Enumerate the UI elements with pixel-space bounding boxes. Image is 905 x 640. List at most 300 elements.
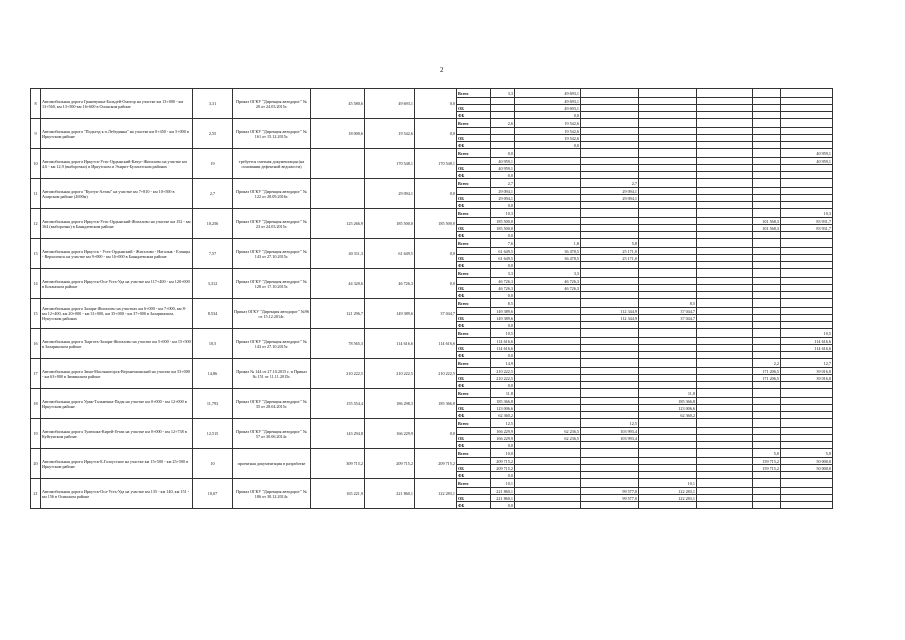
year-value [697, 135, 753, 142]
year-value [581, 382, 639, 389]
year-value [697, 149, 753, 158]
year-value: 10,5 [781, 329, 833, 338]
year-value [697, 465, 753, 472]
year-value [781, 142, 833, 149]
year-value: 0,0 [491, 172, 515, 179]
funding-source: ОБ [457, 195, 491, 202]
year-value: 221 860,1 [491, 495, 515, 502]
year-value [697, 179, 753, 188]
basis-document: Приказ ОГКУ "Дирекция автодорог" № 35 от 28.04.2015г. [233, 389, 311, 419]
funding-source: Всего [457, 359, 491, 368]
year-value [781, 322, 833, 329]
year-value [581, 225, 639, 232]
funding-source: ФБ [457, 142, 491, 149]
table-row [31, 239, 875, 248]
year-value [515, 338, 581, 345]
year-value [697, 255, 753, 262]
year-value [515, 449, 581, 458]
cost-estimate: 309 715,2 [311, 449, 365, 479]
year-value [515, 225, 581, 232]
year-value [491, 142, 515, 149]
funding-source [457, 98, 491, 105]
year-value: 50 000,0 [781, 465, 833, 472]
year-value [753, 299, 781, 308]
year-value [639, 172, 697, 179]
year-value [581, 278, 639, 285]
year-value [639, 285, 697, 292]
year-value: 112 344,9 [581, 308, 639, 315]
year-value: 83 931,7 [781, 225, 833, 232]
funding-source: ОБ [457, 225, 491, 232]
year-value [581, 105, 639, 112]
year-value: 0,0 [491, 502, 515, 509]
year-value [781, 89, 833, 98]
year-value: 62 360,2 [491, 412, 515, 419]
year-value [581, 149, 639, 158]
year-value [639, 195, 697, 202]
year-value [753, 188, 781, 195]
year-value: 209 715,2 [491, 465, 515, 472]
funding-source: Всего [457, 179, 491, 188]
basis-document: Приказ ОГКУ "Дирекция автодорог" № 143 от 27.10.2015г. [233, 239, 311, 269]
year-value: 185 366,8 [491, 398, 515, 405]
year-value [753, 398, 781, 405]
year-value [697, 278, 753, 285]
year-value [753, 119, 781, 128]
year-value [781, 389, 833, 398]
year-value [515, 412, 581, 419]
year-value: 29 094,1 [581, 188, 639, 195]
cost-estimate: 40 311,3 [311, 239, 365, 269]
funding-source: Всего [457, 449, 491, 458]
year-value [697, 398, 753, 405]
year-value [781, 195, 833, 202]
funding-source: ФБ [457, 112, 491, 119]
year-value [753, 292, 781, 299]
year-value [491, 128, 515, 135]
year-value: 2,7 [491, 179, 515, 188]
year-value: 10,5 [491, 329, 515, 338]
year-value [581, 345, 639, 352]
year-value [753, 278, 781, 285]
year-value [515, 458, 581, 465]
year-value [581, 232, 639, 239]
year-value [781, 292, 833, 299]
row-number: 18 [31, 389, 41, 419]
funding-source [457, 428, 491, 435]
year-value [753, 269, 781, 278]
year-value [697, 442, 753, 449]
year-value [781, 248, 833, 255]
road-name: Автомобильная дорога "Подъезд к п.Лебединка" на участке км 0+450 - км 5+000 в Иркутском районе [41, 119, 193, 149]
funding-source: ФБ [457, 322, 491, 329]
year-value [781, 435, 833, 442]
year-value [697, 299, 753, 308]
funding-source [457, 368, 491, 375]
year-value [515, 218, 581, 225]
year-value [781, 412, 833, 419]
year-value [753, 285, 781, 292]
row-number: 17 [31, 359, 41, 389]
year-value [515, 308, 581, 315]
year-value: 185 500,0 [491, 218, 515, 225]
year-value: 171 206,5 [753, 375, 781, 382]
funding-source: ОБ [457, 375, 491, 382]
year-value [515, 158, 581, 165]
road-name: Автомобильная дорога "Култук-Алтан" на участке км 7+810 - км 10+500 в Аларском районе (2690м) [41, 179, 193, 209]
cost-remaining: 0,0 [415, 419, 457, 449]
cost-current: 114 616,6 [365, 329, 415, 359]
row-number: 11 [31, 179, 41, 209]
funding-source: ОБ [457, 435, 491, 442]
road-name: Автомобильная дорога Залари-Жигалово на участках км 6+000 - км 7+000, км 8- км 12+400, км 20+000 - км 31+000, км 35+000 - км 37+000 в Заларинском, Нукутском районах [41, 299, 193, 329]
year-value: 0,0 [491, 292, 515, 299]
road-name: Автомобильная дорога Зима-Масляногорск-Верхнеоконский на участке км 53+000 - км 63+000 в Зиминском районе [41, 359, 193, 389]
year-value: 149 389,6 [491, 315, 515, 322]
road-length: 11,793 [193, 389, 233, 419]
funding-source: ФБ [457, 382, 491, 389]
year-value [781, 405, 833, 412]
table-row [31, 209, 875, 218]
year-value: 8,5 [491, 299, 515, 308]
year-value [781, 285, 833, 292]
year-value [697, 322, 753, 329]
year-value [581, 285, 639, 292]
year-value: 49 693,1 [515, 98, 581, 105]
road-name: Автомобильная дорога Иркутск-Усть-Ордынский-Жигалово на участке км 152 - км 164 (выборочно) в Баяндаевском районе [41, 209, 193, 239]
road-name: Автомобильная дорога Иркутск-Усть-Ордынский-Качуг-Жигалово на участке км 4,6 - км 12,9 (выборочно) в Иркутском и Эхирит-Булагатском районах [41, 149, 193, 179]
year-value [697, 419, 753, 428]
year-value [581, 158, 639, 165]
year-value [581, 472, 639, 479]
cost-remaining: 0,0 [415, 239, 457, 269]
cost-current: 186 298,3 [365, 389, 415, 419]
funding-source: ОБ [457, 165, 491, 172]
year-value: 62 236,5 [515, 435, 581, 442]
year-value [639, 382, 697, 389]
cost-estimate: 44 320,6 [311, 269, 365, 299]
year-value [515, 195, 581, 202]
year-value [581, 449, 639, 458]
year-value [581, 412, 639, 419]
year-value: 0,0 [491, 322, 515, 329]
year-value [639, 449, 697, 458]
year-value: 0,0 [491, 232, 515, 239]
year-value [781, 428, 833, 435]
year-value [753, 322, 781, 329]
cost-current: 185 500,0 [365, 209, 415, 239]
year-value [581, 329, 639, 338]
year-value [515, 202, 581, 209]
year-value [697, 389, 753, 398]
funding-source [457, 338, 491, 345]
year-value: 46 726,3 [491, 278, 515, 285]
year-value [697, 165, 753, 172]
table-row [31, 179, 875, 188]
year-value [639, 135, 697, 142]
year-value [515, 488, 581, 495]
year-value: 114 616,6 [491, 345, 515, 352]
year-value [581, 368, 639, 375]
year-value: 12,5 [581, 419, 639, 428]
cost-current: 210 222,5 [365, 359, 415, 389]
year-value [781, 172, 833, 179]
road-length: 2,55 [193, 119, 233, 149]
year-value [515, 419, 581, 428]
year-value [491, 98, 515, 105]
funding-source [457, 398, 491, 405]
table-row [31, 389, 875, 398]
year-value [697, 345, 753, 352]
year-value: 0,0 [491, 149, 515, 158]
year-value: 123 006,6 [491, 405, 515, 412]
year-value [697, 488, 753, 495]
year-value [753, 105, 781, 112]
year-value [697, 435, 753, 442]
year-value: 39 016,0 [781, 375, 833, 382]
cost-current: 149 389,6 [365, 299, 415, 329]
basis-document: Приказ ОГКУ "Дирекция автодорог" № 186 от 30.12.2014г. [233, 479, 311, 509]
year-value [581, 135, 639, 142]
basis-document: Приказ ОГКУ "Дирекция автодорог" № 128 от 17.10.2015г. [233, 269, 311, 299]
funding-source: ОБ [457, 105, 491, 112]
year-value [697, 209, 753, 218]
year-value [639, 225, 697, 232]
year-value [753, 345, 781, 352]
year-value [697, 495, 753, 502]
year-value [753, 488, 781, 495]
road-name: Автомобильная дорога Иркутск-Б.Голоустное на участке км 15+500 - км 25+500 в Иркутском районе [41, 449, 193, 479]
year-value: 112 344,9 [581, 315, 639, 322]
year-value [697, 352, 753, 359]
year-value [697, 308, 753, 315]
funding-source: ФБ [457, 292, 491, 299]
year-value: 99 577,0 [581, 495, 639, 502]
year-value [781, 495, 833, 502]
year-value [697, 89, 753, 98]
year-value [639, 472, 697, 479]
row-number: 13 [31, 239, 41, 269]
year-value: 37 044,7 [639, 315, 697, 322]
year-value [753, 262, 781, 269]
funding-source [457, 278, 491, 285]
year-value: 46 726,3 [491, 285, 515, 292]
year-value: 49 693,1 [515, 89, 581, 98]
road-length: 10,256 [193, 209, 233, 239]
row-number: 8 [31, 89, 41, 119]
year-value [515, 172, 581, 179]
year-value [515, 149, 581, 158]
year-value [515, 315, 581, 322]
year-value [639, 89, 697, 98]
year-value: 0,0 [491, 202, 515, 209]
cost-estimate: 165 221,9 [311, 479, 365, 509]
year-value [697, 119, 753, 128]
year-value [639, 209, 697, 218]
year-value [697, 158, 753, 165]
year-value: 166 229,9 [491, 435, 515, 442]
year-value [581, 479, 639, 488]
basis-document: требуется сметная документация (на основании дефектной ведомости) [233, 149, 311, 179]
year-value [697, 412, 753, 419]
year-value: 10,3 [491, 209, 515, 218]
year-value [697, 338, 753, 345]
year-value: 2,7 [581, 179, 639, 188]
year-value [515, 405, 581, 412]
year-value [753, 352, 781, 359]
funding-source: ОБ [457, 285, 491, 292]
year-value: 49 693,1 [515, 105, 581, 112]
funding-source: ОБ [457, 345, 491, 352]
year-value [697, 382, 753, 389]
year-value [581, 165, 639, 172]
cost-estimate [311, 149, 365, 179]
year-value: 46 726,3 [515, 278, 581, 285]
year-value: 103 993,4 [581, 428, 639, 435]
year-value [515, 209, 581, 218]
year-value [781, 398, 833, 405]
table-row [31, 359, 875, 368]
basis-document: Приказ ОГКУ "Дирекция автодорог" № 23 от 24.03.2015г. [233, 209, 311, 239]
year-value [781, 382, 833, 389]
year-value [581, 502, 639, 509]
funding-source [457, 488, 491, 495]
year-value: 5,0 [781, 449, 833, 458]
year-value [639, 239, 697, 248]
cost-remaining: 122 283,1 [415, 479, 457, 509]
cost-remaining: 210 222,5 [415, 359, 457, 389]
cost-remaining: 209 715,2 [415, 449, 457, 479]
year-value [753, 209, 781, 218]
year-value: 123 006,6 [639, 405, 697, 412]
year-value: 36 478,5 [515, 248, 581, 255]
year-value: 40 959,1 [781, 149, 833, 158]
year-value [581, 458, 639, 465]
cost-estimate: 155 554,4 [311, 389, 365, 419]
year-value: 29 094,1 [491, 195, 515, 202]
year-value [639, 232, 697, 239]
year-value [753, 248, 781, 255]
year-value [697, 105, 753, 112]
year-value: 0,0 [515, 142, 581, 149]
year-value [753, 128, 781, 135]
funding-source: ФБ [457, 412, 491, 419]
road-name: Автомобильная дорога Иркутск-Оса-Усть-Уда на участке км 135 - км 140, км 151 - км 156 в Осинском районе [41, 479, 193, 509]
year-value [639, 128, 697, 135]
year-value: 19 542,6 [515, 119, 581, 128]
year-value [639, 292, 697, 299]
year-value [515, 322, 581, 329]
funding-source: ФБ [457, 202, 491, 209]
budget-table [30, 88, 875, 509]
year-value [639, 375, 697, 382]
year-value [639, 218, 697, 225]
funding-source: Всего [457, 89, 491, 98]
year-value: 36 478,5 [515, 255, 581, 262]
cost-current: 61 649,5 [365, 239, 415, 269]
year-value [639, 158, 697, 165]
year-value: 3,3 [491, 269, 515, 278]
funding-source: ФБ [457, 232, 491, 239]
funding-source: ОБ [457, 465, 491, 472]
year-value [753, 112, 781, 119]
year-value: 14,9 [491, 359, 515, 368]
year-value [581, 359, 639, 368]
year-value: 40 959,1 [491, 158, 515, 165]
year-value [639, 188, 697, 195]
year-value: 39 016,0 [781, 368, 833, 375]
year-value [515, 368, 581, 375]
cost-remaining: 185 366,8 [415, 389, 457, 419]
year-value [753, 428, 781, 435]
year-value [639, 338, 697, 345]
year-value: 10,1 [639, 479, 697, 488]
year-value [781, 472, 833, 479]
year-value: 149 389,6 [491, 308, 515, 315]
funding-source [457, 308, 491, 315]
year-value [581, 442, 639, 449]
year-value: 185 366,8 [639, 398, 697, 405]
year-value [697, 128, 753, 135]
year-value [781, 479, 833, 488]
year-value [753, 495, 781, 502]
year-value [781, 308, 833, 315]
cost-remaining: 0,0 [415, 119, 457, 149]
year-value: 7,6 [491, 239, 515, 248]
road-length: 14,86 [193, 359, 233, 389]
year-value [581, 338, 639, 345]
row-number: 16 [31, 329, 41, 359]
year-value [639, 352, 697, 359]
year-value [639, 202, 697, 209]
year-value: 114 616,6 [781, 338, 833, 345]
year-value [639, 142, 697, 149]
year-value [753, 149, 781, 158]
year-value [753, 89, 781, 98]
year-value [697, 248, 753, 255]
row-number: 12 [31, 209, 41, 239]
year-value [515, 292, 581, 299]
year-value [697, 458, 753, 465]
year-value: 62 236,5 [515, 428, 581, 435]
year-value: 40 959,1 [491, 165, 515, 172]
year-value [753, 239, 781, 248]
funding-source: Всего [457, 269, 491, 278]
year-value [697, 285, 753, 292]
year-value [781, 105, 833, 112]
year-value: 0,0 [491, 472, 515, 479]
funding-source: Всего [457, 239, 491, 248]
cost-remaining: 185 500,0 [415, 209, 457, 239]
year-value: 25 171,0 [581, 248, 639, 255]
year-value [781, 119, 833, 128]
row-number: 15 [31, 299, 41, 329]
year-value [581, 89, 639, 98]
year-value: 11,8 [639, 389, 697, 398]
year-value [515, 232, 581, 239]
year-value [753, 338, 781, 345]
year-value [515, 165, 581, 172]
year-value [753, 405, 781, 412]
basis-document: проектная документация в разработке [233, 449, 311, 479]
year-value: 166 229,9 [491, 428, 515, 435]
year-value [515, 262, 581, 269]
year-value: 210 222,5 [491, 375, 515, 382]
year-value [697, 195, 753, 202]
year-value [753, 165, 781, 172]
year-value [753, 135, 781, 142]
year-value [639, 255, 697, 262]
